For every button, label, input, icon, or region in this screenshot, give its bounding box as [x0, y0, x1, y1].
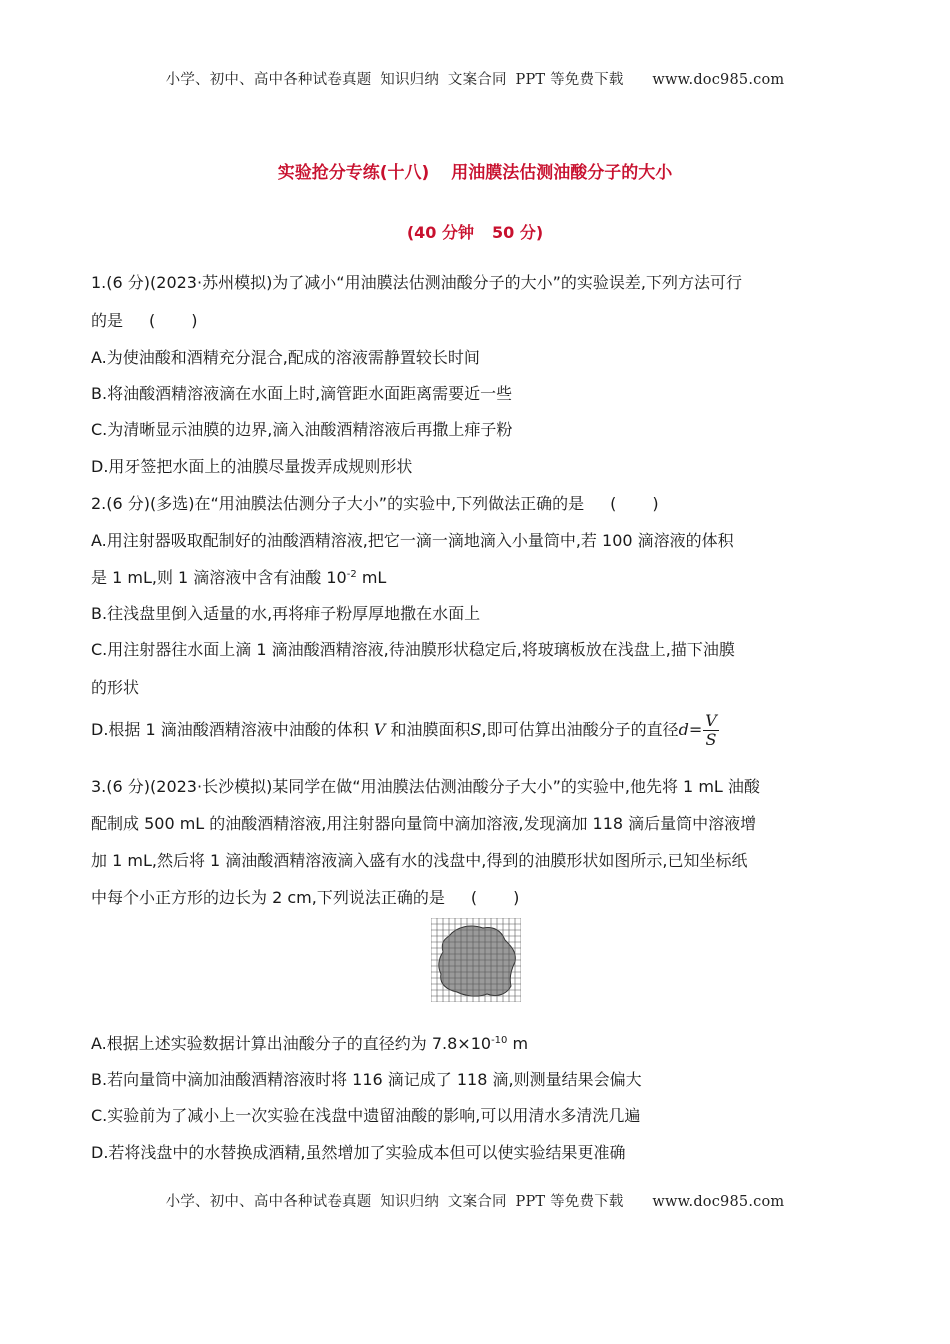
q3-answer-bracket: ( ): [470, 888, 520, 907]
q1-option-c: C.为清晰显示油膜的边界,滴入油酸酒精溶液后再撒上痱子粉: [91, 420, 513, 439]
q2-d-text-2: 和油膜面积: [390, 720, 471, 739]
subtitle-time: (40 分钟: [406, 223, 474, 242]
q1-option-b: B.将油酸酒精溶液滴在水面上时,滴管距水面距离需要近一些: [91, 384, 513, 403]
q2-d-fraction: [703, 712, 719, 749]
q2-d-var-v: V: [373, 720, 386, 739]
fraction-numerator: V: [705, 711, 717, 730]
footer-text-4: PPT 等免费下载: [515, 1194, 624, 1210]
q1-option-a: A.为使油酸和酒精充分混合,配成的溶液需静置较长时间: [91, 348, 480, 367]
q2-a-exponent: -2: [346, 569, 357, 580]
q2-stem-text: 2.(6 分)(多选)在“用油膜法估测分子大小”的实验中,下列做法正确的是: [91, 494, 585, 513]
q2-option-c-line-1: C.用注射器往水面上滴 1 滴油酸酒精溶液,待油膜形状稳定后,将玻璃板放在浅盘上,描下油膜: [91, 640, 735, 659]
q2-a-text: 是 1 mL,则 1 滴溶液中含有油酸 10: [91, 568, 347, 587]
oil-film-shape: [439, 926, 516, 996]
title-part-2: 用油膜法估测油酸分子的大小: [451, 163, 673, 183]
q1-stem-line-2: [91, 308, 871, 331]
q3-a-exponent: -10: [491, 1035, 508, 1046]
q2-a-unit: mL: [356, 568, 387, 587]
header-text-1: 小学、初中、高中各种试卷真题: [165, 72, 372, 88]
header-site-link[interactable]: www.doc985.com: [652, 72, 785, 88]
q3-option-a: [91, 1031, 871, 1054]
q1-option-d: D.用牙签把水面上的油膜尽量拨弄成规则形状: [91, 457, 413, 476]
q3-stem-line-3: 加 1 mL,然后将 1 滴油酸酒精溶液滴入盛有水的浅盘中,得到的油膜形状如图所示,已知坐标纸: [91, 851, 748, 870]
q1-stem-text: 的是: [91, 311, 124, 330]
q3-stem-text: 中每个小正方形的边长为 2 cm,下列说法正确的是: [91, 888, 445, 907]
footer-text-1: 小学、初中、高中各种试卷真题: [165, 1194, 372, 1210]
q2-option-a-line-1: A.用注射器吸取配制好的油酸酒精溶液,把它一滴一滴地滴入小量筒中,若 100 滴溶液的体积: [91, 531, 734, 550]
q3-option-b: B.若向量筒中滴加油酸酒精溶液时将 116 滴记成了 118 滴,则测量结果会偏大: [91, 1070, 642, 1089]
q2-answer-bracket: ( ): [610, 494, 659, 513]
q3-a-unit: m: [507, 1034, 529, 1053]
title-part-1: 实验抢分专练(十八): [277, 163, 430, 183]
q2-d-formula-lhs: d=: [678, 720, 703, 739]
q2-d-var-s: S: [470, 720, 482, 739]
q2-option-d: [91, 712, 871, 749]
q3-option-c: C.实验前为了减小上一次实验在浅盘中遗留油酸的影响,可以用清水多清洗几遍: [91, 1106, 641, 1125]
page-subtitle: [0, 220, 950, 243]
q3-a-text: A.根据上述实验数据计算出油酸分子的直径约为 7.8×10: [91, 1034, 492, 1053]
q1-answer-bracket: ( ): [149, 311, 198, 330]
q2-stem: [91, 491, 871, 514]
q2-option-a-line-2: [91, 565, 871, 588]
q2-d-text-3: ,即可估算出油酸分子的直径: [481, 720, 679, 739]
oil-film-grid-figure: [431, 918, 521, 1002]
q2-d-text-1: D.根据 1 滴油酸酒精溶液中油酸的体积: [91, 720, 369, 739]
header-text-2: 知识归纳: [380, 72, 440, 88]
fraction-denominator: S: [705, 730, 717, 749]
q3-stem-line-2: 配制成 500 mL 的油酸酒精溶液,用注射器向量筒中滴加溶液,发现滴加 118 滴后量筒中溶液增: [91, 814, 757, 833]
q3-stem-line-1: 3.(6 分)(2023·长沙模拟)某同学在做“用油膜法估测油酸分子大小”的实验中,他先将 1 mL 油酸: [91, 777, 760, 796]
page-title: [0, 158, 950, 183]
q3-stem-line-4: [91, 885, 871, 908]
subtitle-score: 50 分): [492, 223, 544, 242]
q2-option-b: B.往浅盘里倒入适量的水,再将痱子粉厚厚地撒在水面上: [91, 604, 481, 623]
q3-option-d: D.若将浅盘中的水替换成酒精,虽然增加了实验成本但可以使实验结果更准确: [91, 1143, 626, 1162]
page-header: [0, 68, 950, 89]
footer-site-link[interactable]: www.doc985.com: [652, 1194, 785, 1210]
footer-text-2: 知识归纳: [380, 1194, 440, 1210]
header-text-3: 文案合同: [447, 72, 507, 88]
page-footer: [0, 1190, 950, 1211]
header-text-4: PPT 等免费下载: [515, 72, 624, 88]
q1-stem-line-1: 1.(6 分)(2023·苏州模拟)为了减小“用油膜法估测油酸分子的大小”的实验误差,下列方法可行: [91, 273, 742, 292]
footer-text-3: 文案合同: [447, 1194, 507, 1210]
q2-option-c-line-2: 的形状: [91, 678, 140, 697]
